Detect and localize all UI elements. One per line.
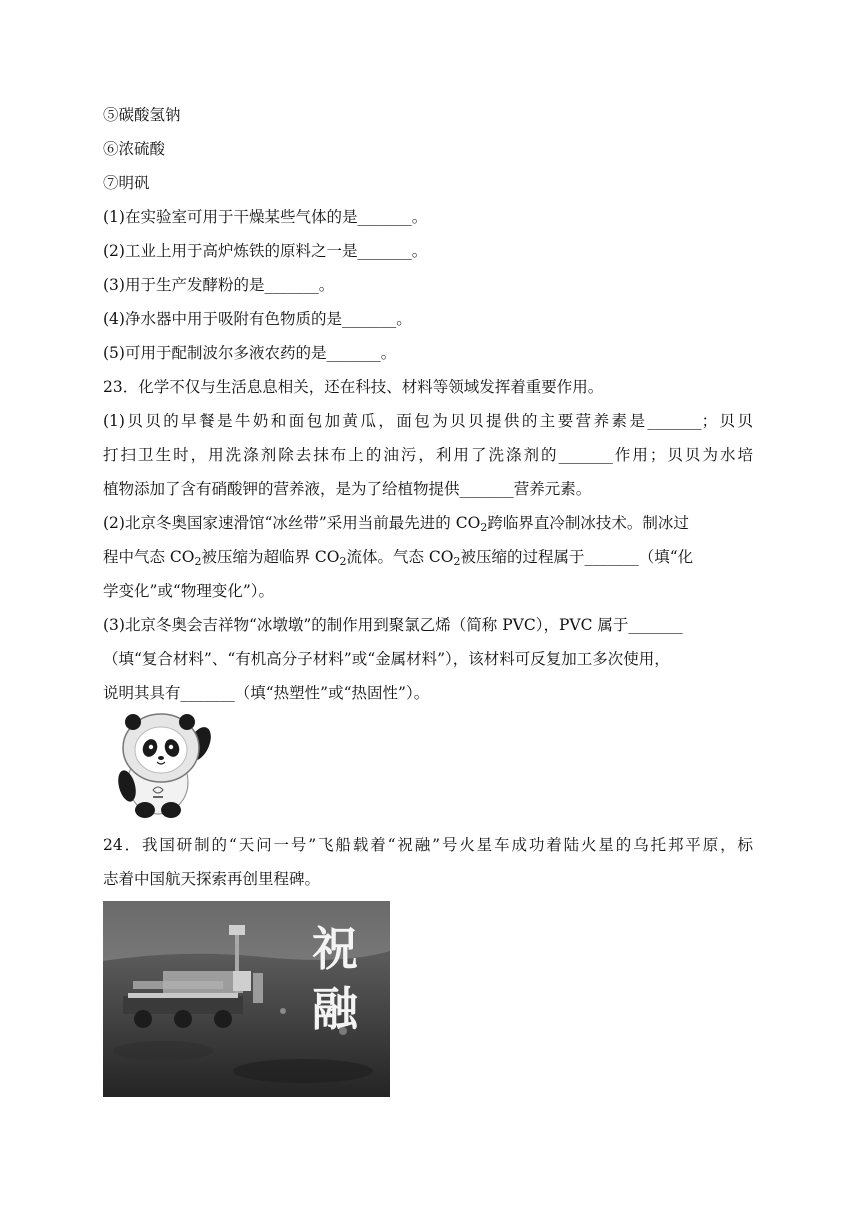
q23-2-line1 [103,512,689,534]
q23-2-text-e: 流体。气态 CO [346,548,454,566]
q23-1-line1: (1)贝贝的早餐是牛奶和面包加黄瓜，面包为贝贝提供的主要营养素是_______；贝贝 [103,412,753,430]
q22-3: (3)用于生产发酵粉的是_______。 [103,276,335,294]
photo-char-1: 祝 [312,922,358,976]
line-6: ⑥浓硫酸 [103,140,166,158]
subscript: 2 [339,555,347,568]
q23-2-text-c: 程中气态 CO [103,548,195,566]
q22-5: (5)可用于配制波尔多液农药的是_______。 [103,344,397,362]
subscript: 2 [194,555,202,568]
q22-4: (4)净水器中用于吸附有色物质的是_______。 [103,310,412,328]
mars-landscape [103,901,390,1097]
zhurong-rover-photo [103,901,390,1097]
q23-3-line2: （填“复合材料”、“有机高分子材料”或“金属材料”），该材料可反复加工多次使用， [103,650,670,668]
q23-2-text-d: 被压缩为超临界 CO [201,548,340,566]
line-7: ⑦明矾 [103,174,150,192]
subscript: 2 [480,521,488,534]
q22-1: (1)在实验室可用于干燥某些气体的是_______。 [103,208,428,226]
q23-2-text-a: (2)北京冬奥国家速滑馆“冰丝带”采用当前最先进的 CO [103,514,481,532]
q23-2-line3: 学变化”或“物理变化”）。 [103,582,275,600]
subscript: 2 [453,555,461,568]
q23-2-text-b: 跨临界直冷制冰技术。制冰过 [487,514,689,532]
q22-2: (2)工业上用于高炉炼铁的原料之一是_______。 [103,242,428,260]
line-5: ⑤碳酸氢钠 [103,106,181,124]
q23-1-line2: 打扫卫生时，用洗涤剂除去抹布上的油污，利用了洗涤剂的_______作用；贝贝为水培 [103,446,753,464]
q23-1-line3: 植物添加了含有硝酸钾的营养液，是为了给植物提供_______营养元素。 [103,480,592,498]
q23-3-line1: (3)北京冬奥会吉祥物“冰墩墩”的制作用到聚氯乙烯（简称 PVC），PVC 属于_______ [103,616,683,634]
q24-line2: 志着中国航天探索再创里程碑。 [103,870,321,888]
q23-stem: 23．化学不仅与生活息息相关，还在科技、材料等领域发挥着重要作用。 [103,378,604,396]
q23-3-line3: 说明其具有_______（填“热塑性”或“热固性”）。 [103,684,430,702]
q24-line1: 24．我国研制的“天问一号”飞船载着“祝融”号火星车成功着陆火星的乌托邦平原，标 [103,836,753,854]
mascot-image [103,710,221,820]
photo-char-2: 融 [312,982,358,1036]
q23-2-line2 [103,546,693,568]
q23-2-text-f: 被压缩的过程属于_______（填“化 [460,548,694,566]
